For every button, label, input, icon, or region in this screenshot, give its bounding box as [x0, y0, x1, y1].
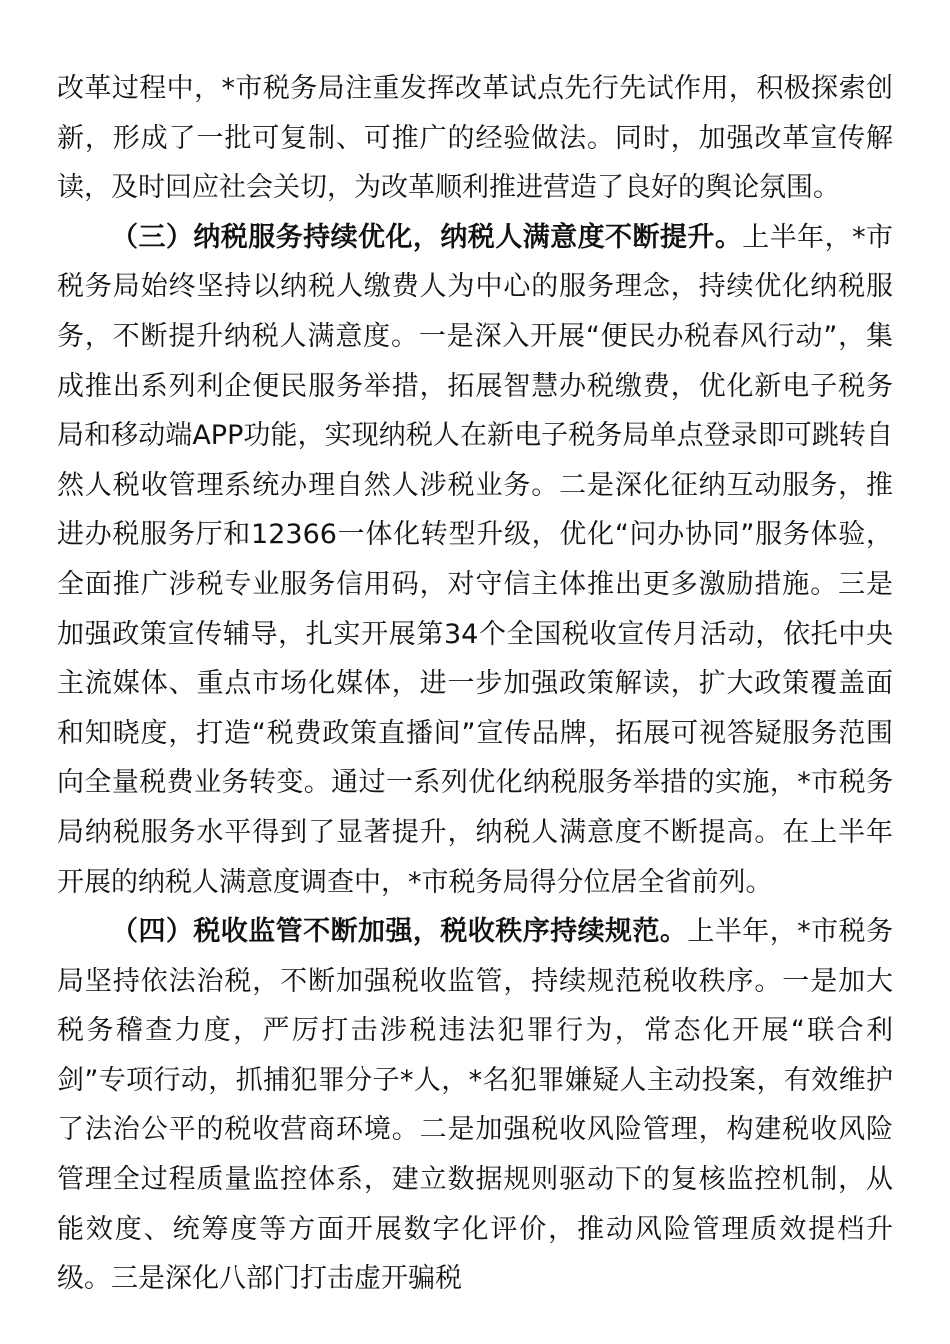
paragraph-text: 上半年，*市税务局始终坚持以纳税人缴费人为中心的服务理念，持续优化纳税服务，不断提升纳税人满意度。一是深入开展“便民办税春风行动”，集成推出系列利企便民服务举措，拓展智慧办税缴费，优化新电子税务局和移动端APP功能，实现纳税人在新电子税务局单点登录即可跳转自然人税收管理系统办理自然人涉税业务。二是深化征纳互动服务，推进办税服务厅和12366一体化转型升级，优化“问办协同”服务体验，全面推广涉税专业服务信用码，对守信主体推出更多激励措施。三是加强政策宣传辅导，扎实开展第34个全国税收宣传月活动，依托中央主流媒体、重点市场化媒体，进一步加强政策解读，扩大政策覆盖面和知晓度，打造“税费政策直播间”宣传品牌，拓展可视答疑服务范围向全量税费业务转变。通过一系列优化纳税服务举措的实施，*市税务局纳税服务水平得到了显著提升，纳税人满意度不断提高。在上半年开展的纳税人满意度调查中，*市税务局得分位居全省前列。 — [57, 221, 894, 898]
paragraph-tax-service — [57, 213, 893, 907]
paragraph-tax-supervision — [57, 907, 893, 1304]
section-heading-tax-supervision: （四）税收监管不断加强，税收秩序持续规范。 — [111, 916, 688, 948]
paragraph-reform-continuation — [57, 64, 893, 213]
document-page — [57, 64, 893, 1304]
paragraph-text: 上半年，*市税务局坚持依法治税，不断加强税收监管，持续规范税收秩序。一是加大税务稽查力度，严厉打击涉税违法犯罪行为，常态化开展“联合利剑”专项行动，抓捕犯罪分子*人，*名犯罪嫌疑人主动投案，有效维护了法治公平的税收营商环境。二是加强税收风险管理，构建税收风险管理全过程质量监控体系，建立数据规则驱动下的复核监控机制，从能效度、统筹度等方面开展数字化评价，推动风险管理质效提档升级。三是深化八部门打击虚开骗税 — [57, 916, 893, 1295]
section-heading-tax-service: （三）纳税服务持续优化，纳税人满意度不断提升。 — [111, 221, 743, 253]
paragraph-text: 改革过程中，*市税务局注重发挥改革试点先行先试作用，积极探索创新，形成了一批可复制、可推广的经验做法。同时，加强改革宣传解读，及时回应社会关切，为改革顺利推进营造了良好的舆论氛围。 — [57, 73, 893, 204]
